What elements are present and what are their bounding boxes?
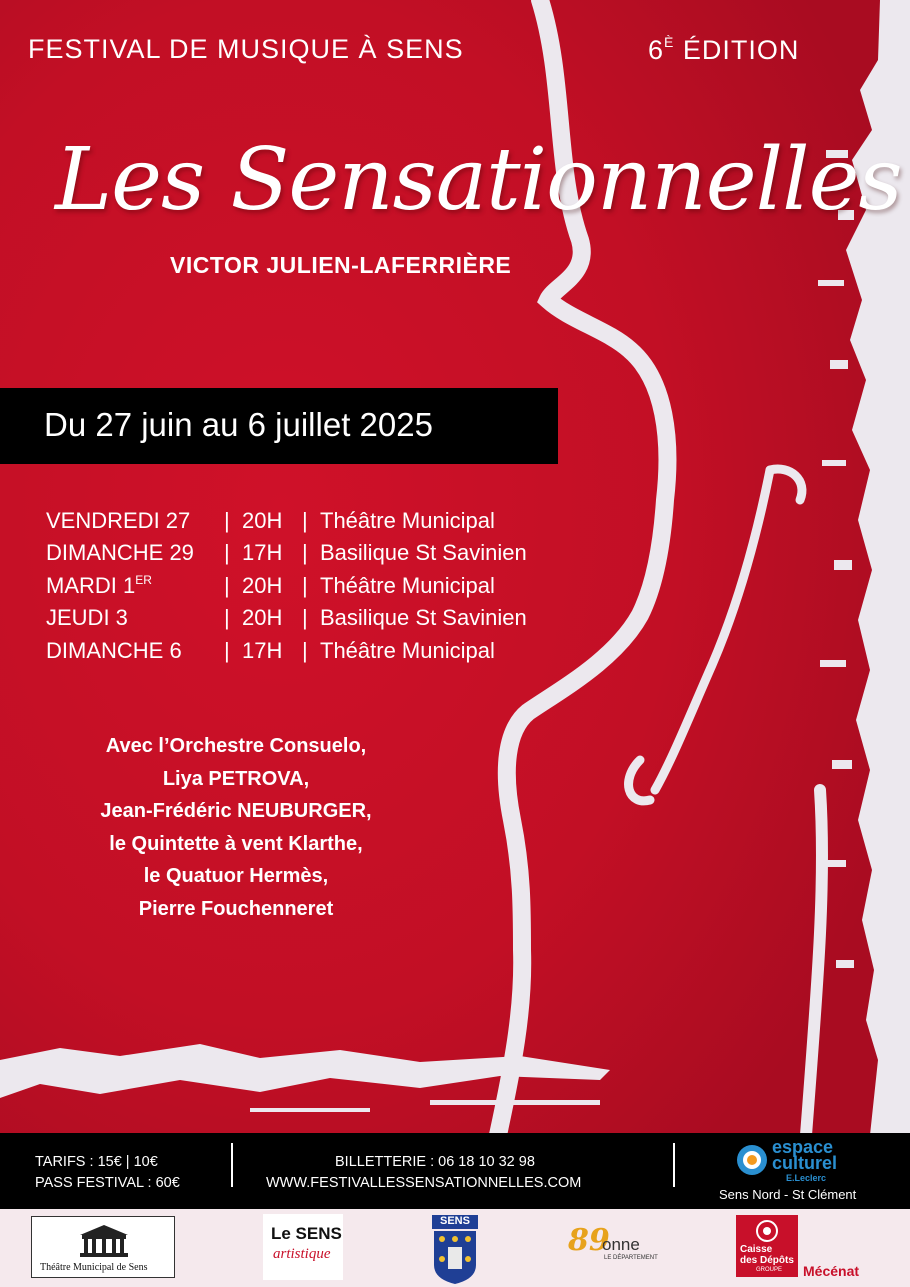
schedule-separator: | — [224, 540, 230, 566]
performer: Avec l’Orchestre Consuelo, — [105, 735, 367, 757]
cdc-line-2: des Dépôts — [740, 1255, 794, 1266]
schedule-day: DIMANCHE 6 — [46, 637, 182, 663]
billetterie-phone: BILLETTERIE : 06 18 10 32 98 — [335, 1154, 535, 1170]
info-footer — [0, 1133, 910, 1209]
edition-label — [648, 34, 799, 66]
caisse-des-depots-emblem-icon — [752, 1219, 782, 1243]
yonne-subtext: LE DÉPARTEMENT — [604, 1255, 658, 1261]
sponsor-line-1: espace — [772, 1137, 834, 1157]
schedule-separator: | — [224, 637, 230, 663]
schedule-time: 20H — [242, 605, 283, 631]
schedule-separator: | — [224, 572, 230, 598]
performers-list — [36, 733, 436, 929]
schedule-separator: | — [302, 508, 308, 533]
website-link[interactable]: WWW.FESTIVALLESSENSATIONNELLES.COM — [266, 1175, 582, 1191]
schedule-separator: | — [302, 605, 308, 631]
schedule-separator: | — [224, 605, 230, 631]
footer-divider — [673, 1143, 675, 1187]
schedule-day — [46, 573, 152, 599]
schedule-venue: Basilique St Savinien — [320, 540, 527, 566]
theatre-building-icon — [76, 1223, 132, 1257]
sens-crest-text: SENS — [440, 1215, 470, 1227]
featured-artist: VICTOR JULIEN-LAFERRIÈRE — [170, 252, 512, 278]
lesens-logo — [263, 1214, 343, 1280]
lesens-logo-top: Le SENS — [271, 1224, 342, 1243]
schedule-day: VENDREDI 27 — [46, 508, 191, 533]
performer: Jean-Frédéric NEUBURGER, — [100, 800, 372, 823]
pass-festival: PASS FESTIVAL : 60€ — [35, 1175, 180, 1191]
lesens-logo-bottom: artistique — [273, 1246, 331, 1262]
schedule-day-sup: ER — [135, 572, 152, 587]
sponsor-place: Sens Nord - St Clément — [719, 1187, 857, 1202]
edition-number: 6 — [648, 35, 665, 65]
yonne-text: onne — [602, 1235, 640, 1254]
schedule-venue: Théâtre Municipal — [320, 637, 495, 663]
performer: Liya PETROVA, — [162, 767, 310, 790]
cdc-line-3: GROUPE — [756, 1267, 783, 1273]
schedule-time: 20H — [242, 572, 283, 598]
footer-divider — [231, 1143, 233, 1187]
poster-title: Les Sensationnelles — [55, 130, 902, 230]
date-range: Du 27 juin au 6 juillet 2025 — [44, 406, 433, 443]
edition-suffix: È — [664, 34, 675, 50]
schedule-venue: Basilique St Savinien — [320, 605, 527, 631]
performer: le Quatuor Hermès, — [143, 865, 329, 888]
festival-name: FESTIVAL DE MUSIQUE À SENS — [28, 34, 464, 64]
schedule-separator: | — [302, 637, 308, 663]
schedule-venue: Théâtre Municipal — [320, 572, 495, 598]
schedule-separator: | — [302, 572, 308, 598]
edition-word: ÉDITION — [682, 35, 800, 65]
cdc-line-1: Caisse — [740, 1244, 773, 1255]
schedule-separator: | — [302, 540, 308, 566]
sponsor-brand: E.Leclerc — [786, 1173, 827, 1183]
sponsor-line-2: culturel — [772, 1153, 838, 1173]
schedule-time: 17H — [242, 540, 283, 566]
performer: Pierre Fouchenneret — [138, 897, 334, 920]
partner-logos — [0, 1209, 910, 1287]
theatre-logo — [31, 1216, 175, 1278]
espace-culturel-eye-icon — [735, 1143, 769, 1177]
mecenat-label: Mécénat — [803, 1263, 860, 1279]
schedule-time: 20H — [242, 508, 283, 533]
theatre-logo-text: Théâtre Municipal de Sens — [40, 1262, 148, 1273]
schedule-time: 17H — [242, 637, 283, 663]
schedule-day: JEUDI 3 — [46, 605, 128, 631]
schedule-day: DIMANCHE 29 — [46, 540, 194, 566]
schedule-venue: Théâtre Municipal — [320, 508, 495, 533]
tarifs: TARIFS : 15€ | 10€ — [35, 1154, 158, 1170]
performer: le Quintette à vent Klarthe, — [109, 832, 363, 855]
sens-crest — [430, 1213, 480, 1285]
yonne-mark: 89 — [568, 1223, 610, 1258]
schedule-separator: | — [224, 508, 230, 533]
schedule-day-text: MARDI 1 — [46, 572, 136, 598]
caisse-des-depots-logo — [736, 1215, 798, 1277]
yonne-logo — [566, 1223, 656, 1273]
